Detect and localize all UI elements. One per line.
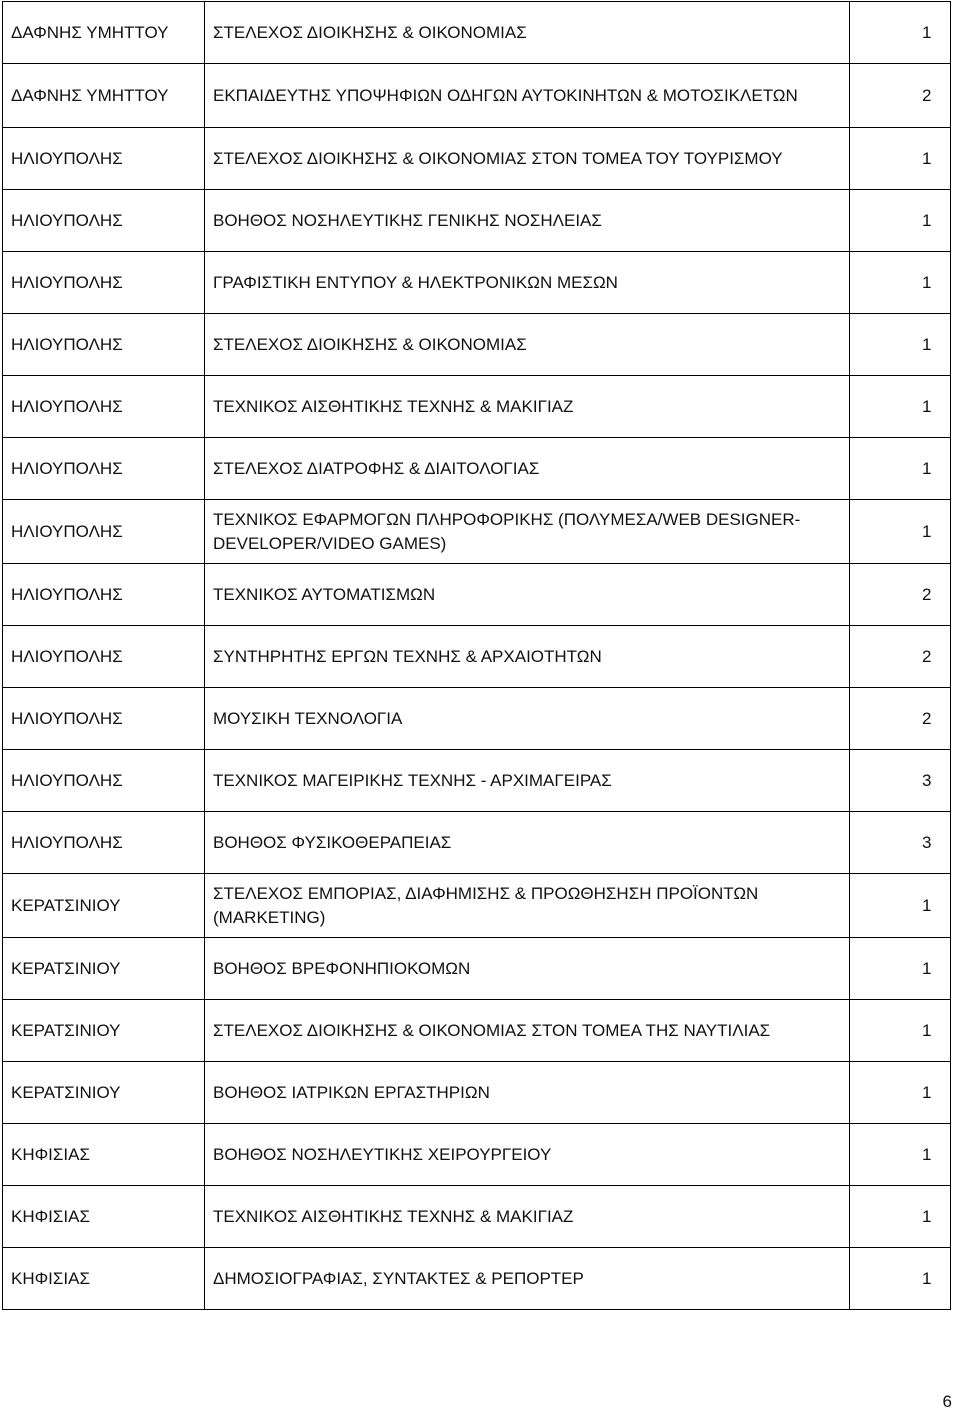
specialty-cell: ΣΥΝΤΗΡΗΤΗΣ ΕΡΓΩΝ ΤΕΧΝΗΣ & ΑΡΧΑΙΟΤΗΤΩΝ — [205, 626, 850, 688]
area-cell: ΗΛΙΟΥΠΟΛΗΣ — [3, 314, 205, 376]
count-cell: 1 — [850, 438, 951, 500]
area-cell: ΔΑΦΝΗΣ ΥΜΗΤΤΟΥ — [3, 2, 205, 64]
specialty-cell: ΓΡΑΦΙΣΤΙΚΗ ΕΝΤΥΠΟΥ & ΗΛΕΚΤΡΟΝΙΚΩΝ ΜΕΣΩΝ — [205, 252, 850, 314]
count-cell: 1 — [850, 1124, 951, 1186]
area-cell: ΗΛΙΟΥΠΟΛΗΣ — [3, 500, 205, 564]
area-cell: ΚΕΡΑΤΣΙΝΙΟΥ — [3, 874, 205, 938]
count-cell: 1 — [850, 190, 951, 252]
table-row — [3, 1000, 951, 1062]
count-cell: 1 — [850, 252, 951, 314]
table-row — [3, 1062, 951, 1124]
area-cell: ΗΛΙΟΥΠΟΛΗΣ — [3, 252, 205, 314]
table-row — [3, 128, 951, 190]
table-row — [3, 874, 951, 938]
specialty-cell: ΒΟΗΘΟΣ ΒΡΕΦΟΝΗΠΙΟΚΟΜΩΝ — [205, 938, 850, 1000]
area-cell: ΚΕΡΑΤΣΙΝΙΟΥ — [3, 938, 205, 1000]
page-number: 6 — [942, 1392, 952, 1411]
count-cell: 3 — [850, 750, 951, 812]
count-cell: 1 — [850, 2, 951, 64]
table-row — [3, 564, 951, 626]
area-cell: ΗΛΙΟΥΠΟΛΗΣ — [3, 376, 205, 438]
count-cell: 1 — [850, 376, 951, 438]
specialty-cell: ΒΟΗΘΟΣ ΦΥΣΙΚΟΘΕΡΑΠΕΙΑΣ — [205, 812, 850, 874]
count-cell: 1 — [850, 1062, 951, 1124]
table-row — [3, 1186, 951, 1248]
area-cell: ΗΛΙΟΥΠΟΛΗΣ — [3, 812, 205, 874]
table-row — [3, 314, 951, 376]
count-cell: 1 — [850, 1248, 951, 1310]
count-cell: 1 — [850, 1000, 951, 1062]
table-row — [3, 750, 951, 812]
table-row — [3, 812, 951, 874]
area-cell: ΗΛΙΟΥΠΟΛΗΣ — [3, 128, 205, 190]
table-row — [3, 938, 951, 1000]
specialty-cell: ΜΟΥΣΙΚΗ ΤΕΧΝΟΛΟΓΙΑ — [205, 688, 850, 750]
area-cell: ΗΛΙΟΥΠΟΛΗΣ — [3, 626, 205, 688]
area-cell: ΚΗΦΙΣΙΑΣ — [3, 1124, 205, 1186]
area-cell: ΗΛΙΟΥΠΟΛΗΣ — [3, 438, 205, 500]
specialty-cell: ΤΕΧΝΙΚΟΣ ΑΙΣΘΗΤΙΚΗΣ ΤΕΧΝΗΣ & ΜΑΚΙΓΙΑΖ — [205, 1186, 850, 1248]
specialty-cell: ΣΤΕΛΕΧΟΣ ΕΜΠΟΡΙΑΣ, ΔΙΑΦΗΜΙΣΗΣ & ΠΡΟΩΘΗΣΗΣΗ ΠΡΟΪΟΝΤΩΝ (MARKETING) — [205, 874, 850, 938]
area-cell: ΚΗΦΙΣΙΑΣ — [3, 1186, 205, 1248]
specialty-cell: ΤΕΧΝΙΚΟΣ ΑΥΤΟΜΑΤΙΣΜΩΝ — [205, 564, 850, 626]
area-cell: ΗΛΙΟΥΠΟΛΗΣ — [3, 564, 205, 626]
specialty-cell: ΤΕΧΝΙΚΟΣ ΜΑΓΕΙΡΙΚΗΣ ΤΕΧΝΗΣ - ΑΡΧΙΜΑΓΕΙΡΑΣ — [205, 750, 850, 812]
specialty-cell: ΣΤΕΛΕΧΟΣ ΔΙΟΙΚΗΣΗΣ & ΟΙΚΟΝΟΜΙΑΣ ΣΤΟΝ ΤΟΜΕΑ ΤΗΣ ΝΑΥΤΙΛΙΑΣ — [205, 1000, 850, 1062]
area-cell: ΚΕΡΑΤΣΙΝΙΟΥ — [3, 1062, 205, 1124]
specialty-cell: ΤΕΧΝΙΚΟΣ ΑΙΣΘΗΤΙΚΗΣ ΤΕΧΝΗΣ & ΜΑΚΙΓΙΑΖ — [205, 376, 850, 438]
specialty-cell: ΣΤΕΛΕΧΟΣ ΔΙΟΙΚΗΣΗΣ & ΟΙΚΟΝΟΜΙΑΣ ΣΤΟΝ ΤΟΜΕΑ ΤΟΥ ΤΟΥΡΙΣΜΟΥ — [205, 128, 850, 190]
table-row — [3, 64, 951, 128]
area-cell: ΗΛΙΟΥΠΟΛΗΣ — [3, 688, 205, 750]
table-row — [3, 190, 951, 252]
count-cell: 2 — [850, 564, 951, 626]
specialty-cell: ΣΤΕΛΕΧΟΣ ΔΙΑΤΡΟΦΗΣ & ΔΙΑΙΤΟΛΟΓΙΑΣ — [205, 438, 850, 500]
count-cell: 1 — [850, 128, 951, 190]
table-row — [3, 376, 951, 438]
specialties-table — [2, 1, 951, 1310]
table-row — [3, 626, 951, 688]
count-cell: 2 — [850, 688, 951, 750]
specialty-cell: ΒΟΗΘΟΣ ΝΟΣΗΛΕΥΤΙΚΗΣ ΧΕΙΡΟΥΡΓΕΙΟΥ — [205, 1124, 850, 1186]
specialty-cell: ΤΕΧΝΙΚΟΣ ΕΦΑΡΜΟΓΩΝ ΠΛΗΡΟΦΟΡΙΚΗΣ (ΠΟΛΥΜΕΣΑ/WEB DESIGNER-DEVELOPER/VIDEO GAMES) — [205, 500, 850, 564]
count-cell: 2 — [850, 626, 951, 688]
count-cell: 3 — [850, 812, 951, 874]
count-cell: 1 — [850, 314, 951, 376]
count-cell: 1 — [850, 874, 951, 938]
area-cell: ΗΛΙΟΥΠΟΛΗΣ — [3, 750, 205, 812]
area-cell: ΚΕΡΑΤΣΙΝΙΟΥ — [3, 1000, 205, 1062]
table-body — [3, 2, 951, 1310]
area-cell: ΔΑΦΝΗΣ ΥΜΗΤΤΟΥ — [3, 64, 205, 128]
specialty-cell: ΕΚΠΑΙΔΕΥΤΗΣ ΥΠΟΨΗΦΙΩΝ ΟΔΗΓΩΝ ΑΥΤΟΚΙΝΗΤΩΝ & ΜΟΤΟΣΙΚΛΕΤΩΝ — [205, 64, 850, 128]
count-cell: 1 — [850, 1186, 951, 1248]
table-row — [3, 500, 951, 564]
count-cell: 1 — [850, 938, 951, 1000]
specialty-cell: ΣΤΕΛΕΧΟΣ ΔΙΟΙΚΗΣΗΣ & ΟΙΚΟΝΟΜΙΑΣ — [205, 314, 850, 376]
specialty-cell: ΔΗΜΟΣΙΟΓΡΑΦΙΑΣ, ΣΥΝΤΑΚΤΕΣ & ΡΕΠΟΡΤΕΡ — [205, 1248, 850, 1310]
area-cell: ΚΗΦΙΣΙΑΣ — [3, 1248, 205, 1310]
specialty-cell: ΒΟΗΘΟΣ ΙΑΤΡΙΚΩΝ ΕΡΓΑΣΤΗΡΙΩΝ — [205, 1062, 850, 1124]
table-row — [3, 438, 951, 500]
specialty-cell: ΣΤΕΛΕΧΟΣ ΔΙΟΙΚΗΣΗΣ & ΟΙΚΟΝΟΜΙΑΣ — [205, 2, 850, 64]
table-row — [3, 2, 951, 64]
table-row — [3, 688, 951, 750]
table-row — [3, 1124, 951, 1186]
count-cell: 2 — [850, 64, 951, 128]
area-cell: ΗΛΙΟΥΠΟΛΗΣ — [3, 190, 205, 252]
specialty-cell: ΒΟΗΘΟΣ ΝΟΣΗΛΕΥΤΙΚΗΣ ΓΕΝΙΚΗΣ ΝΟΣΗΛΕΙΑΣ — [205, 190, 850, 252]
count-cell: 1 — [850, 500, 951, 564]
table-row — [3, 252, 951, 314]
table-row — [3, 1248, 951, 1310]
